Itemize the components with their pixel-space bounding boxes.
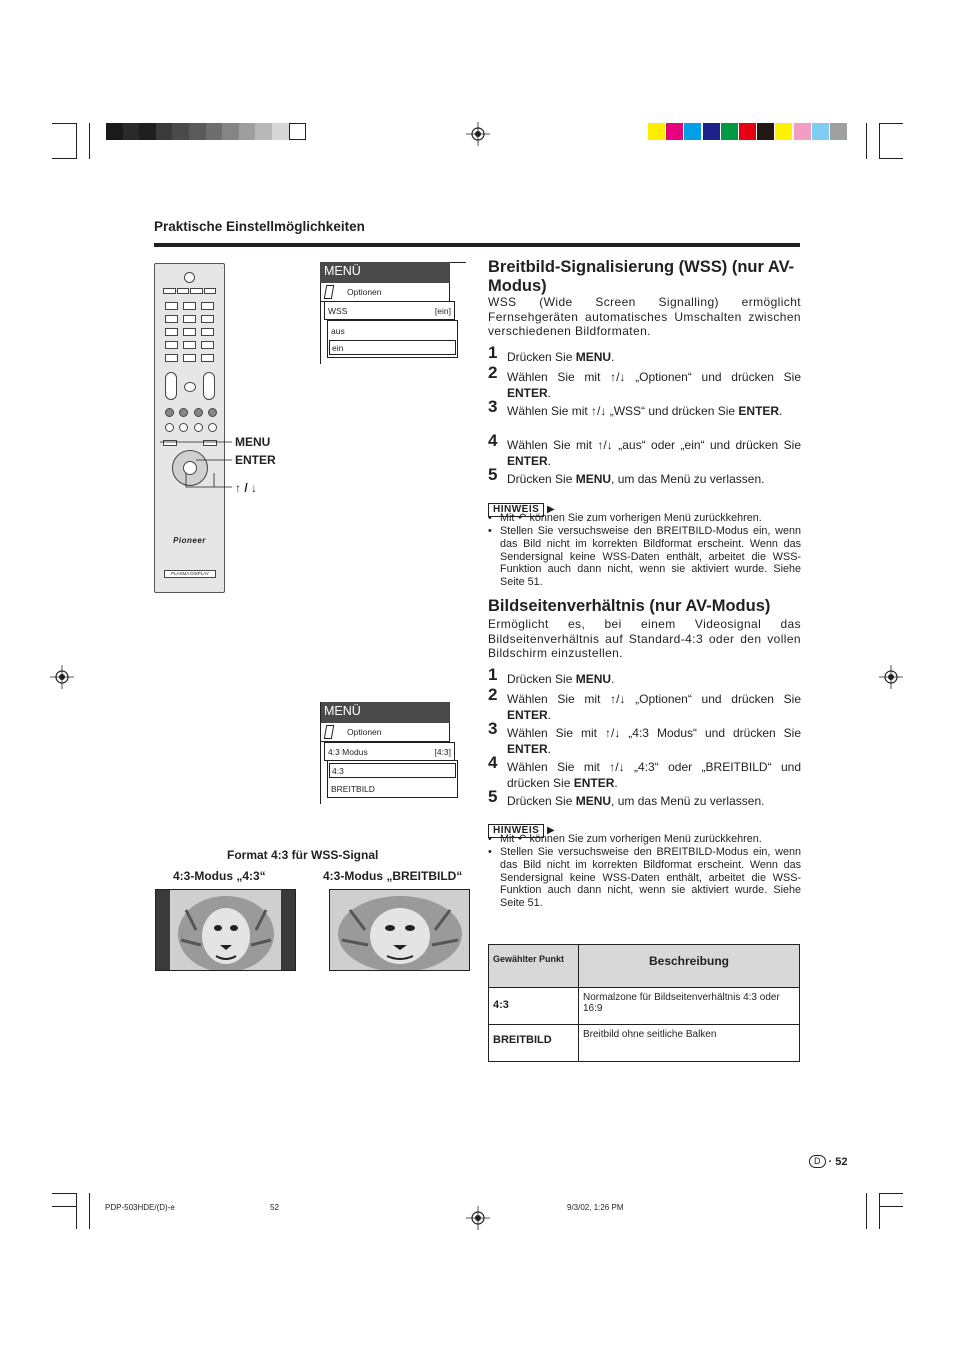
gray-swatch [156,123,173,140]
remote-key [201,302,214,310]
menu1-item-wss[interactable]: WSS [ein] [324,301,455,320]
menu2-option-4-3[interactable]: 4:3 [329,763,456,778]
remote-plate: PLASMA DISPLAY [164,570,216,578]
color-swatch [666,123,683,140]
registration-mark-top [466,122,490,146]
color-swatch [648,123,665,140]
step-number: 4 [488,753,498,772]
remote-key [201,315,214,323]
remote-key [165,315,178,323]
menu2-options [327,760,458,798]
remote-control-illustration [154,263,225,593]
step-text: Wählen Sie mit ↑/↓ „Optionen“ und drücken Sie ENTER. [507,692,801,722]
step-item [488,787,801,809]
gray-swatch [206,123,223,140]
table-col2-header: Beschreibung [579,945,800,988]
step-item [488,343,801,365]
note-item: • Stellen Sie versuchsweise den BREITBILD-Modus ein, wenn das Bild nicht im korrekten Bildformat erscheint. Wenn das Sendersignal keine WSS-Daten enthält, arbeitet die WSS-Funktion auch dann nicht, wenn sie aktiviert wurde. Siehe Seite 51. [488,525,801,589]
remote-key [183,354,196,362]
step-number: 3 [488,719,498,738]
image-right-label: 4:3-Modus „BREITBILD“ [323,869,463,883]
remote-key [201,328,214,336]
table-header-row [489,945,800,988]
remote-arrows-label: ↑ / ↓ [235,481,258,495]
menu1-group: Optionen [320,283,450,302]
registration-mark-right [879,665,903,689]
step-text: Drücken Sie MENU, um das Menü zu verlassen. [507,794,765,808]
image-4-3-mode [155,889,296,971]
color-swatch [703,123,720,140]
menu2-header: MENÜ [320,702,450,723]
remote-callout-lines [160,440,240,500]
description-table [488,944,800,1062]
menu2-option-breitbild[interactable]: BREITBILD [331,784,375,794]
menu1-header: MENÜ [320,262,450,283]
color-swatch [721,123,738,140]
footer-file-page: 52 [270,1203,279,1212]
language-badge: D [809,1155,826,1168]
step-text: Wählen Sie mit ↑/↓ „Optionen“ und drücken Sie ENTER. [507,370,801,400]
step-text: Wählen Sie mit ↑/↓ „4:3 Modus“ und drücken Sie ENTER. [507,726,801,756]
remote-key [183,328,196,336]
step-number: 2 [488,685,498,704]
color-swatch [684,123,701,140]
gray-swatch [239,123,256,140]
color-swatch [775,123,792,140]
section-title: Praktische Einstellmöglichkeiten [154,219,365,234]
lion-image [178,896,274,970]
option-icon [324,285,334,299]
gray-swatch [255,123,272,140]
gray-swatch [106,123,123,140]
note-text: Stellen Sie versuchsweise den BREITBILD-Modus ein, wenn das Bild nicht im korrekten Bildformat erscheint. Wenn das Sendersignal keine WSS-Daten enthält, arbeitet die WSS-Funktion auch dann nicht, wenn sie aktiviert wurde. Siehe Seite 51. [500,846,801,910]
step-text: Wählen Sie mit ↑/↓ „aus“ oder „ein“ und drücken Sie ENTER. [507,438,801,468]
menu1-option-ein[interactable]: ein [329,340,456,355]
gray-swatch [272,123,289,140]
step-item [488,753,801,791]
remote-key [165,354,178,362]
wss-title: Breitbild-Signalisierung (WSS) (nur AV-Modus) [488,258,795,295]
registration-mark-bottom [466,1206,490,1230]
table-row: BREITBILD Breitbild ohne seitliche Balken [489,1025,800,1062]
option-icon [324,725,334,739]
note-item: • Mit ↶ können Sie zum vorherigen Menü zurückkehren. [488,833,801,846]
aspect-title: Bildseitenverhältnis (nur AV-Modus) [488,597,771,615]
step-number: 5 [488,787,498,806]
gray-swatch [139,123,156,140]
gray-swatch [189,123,206,140]
wss-intro: WSS (Wide Screen Signalling) ermöglicht Fernsehgeräten automatisches Umschalten zwischen verschiedenen Bildformaten. [488,295,801,338]
color-swatch [812,123,829,140]
step-item [488,397,801,419]
step-number: 2 [488,363,498,382]
note-item: • Stellen Sie versuchsweise den BREITBILD-Modus ein, wenn das Bild nicht im korrekten Bildformat erscheint. Wenn das Sendersignal keine WSS-Daten enthält, arbeitet die WSS-Funktion auch dann nicht, wenn sie aktiviert wurde. Siehe Seite 51. [488,846,801,910]
step-number: 4 [488,431,498,450]
step-text: Drücken Sie MENU. [507,350,615,364]
step-item [488,685,801,723]
table-row: 4:3 Normalzone für Bildseitenverhältnis 4:3 oder 16:9 [489,988,800,1025]
footer-date: 9/3/02, 1:26 PM [567,1203,624,1212]
page-number: D · 52 [809,1155,847,1168]
images-caption: Format 4:3 für WSS-Signal [227,848,379,862]
menu1-options [327,320,458,358]
image-left-label: 4:3-Modus „4:3“ [173,869,266,883]
registration-mark-left [50,665,74,689]
step-number: 1 [488,665,498,684]
gray-swatch [289,123,306,140]
note-text: Mit ↶ können Sie zum vorherigen Menü zurückkehren. [500,833,762,845]
step-number: 1 [488,343,498,362]
note-item: • Mit ↶ können Sie zum vorherigen Menü zurückkehren. [488,512,801,525]
header-rule [154,243,800,247]
remote-key [165,328,178,336]
menu2-group: Optionen [320,723,450,742]
step-number: 3 [488,397,498,416]
color-swatch [757,123,774,140]
remote-menu-label: MENU [235,435,271,449]
remote-key [165,341,178,349]
lion-image-wide [338,896,462,970]
wss-hinweis: HINWEIS ▶ [488,499,555,517]
note-text: Stellen Sie versuchsweise den BREITBILD-Modus ein, wenn das Bild nicht im korrekten Bildformat erscheint. Wenn das Sendersignal keine WSS-Daten enthält, arbeitet die WSS-Funktion auch dann nicht, wenn sie aktiviert wurde. Siehe Seite 51. [500,525,801,589]
remote-key [183,302,196,310]
menu2-item-4-3-modus[interactable]: 4:3 Modus [4:3] [324,742,455,761]
color-swatch [830,123,847,140]
remote-brand: Pioneer [173,536,206,545]
table-col1-header: Gewählter Punkt [489,945,579,988]
step-item [488,465,801,487]
aspect-intro: Ermöglicht es, bei einem Videosignal das Bildseitenverhältnis auf Standard-4:3 oder den vollen Bildschirm einzustellen. [488,617,801,660]
gray-swatch [123,123,140,140]
image-breitbild-mode [329,889,470,971]
remote-key [183,315,196,323]
note-text: Mit ↶ können Sie zum vorherigen Menü zurückkehren. [500,512,762,524]
remote-key [201,341,214,349]
remote-enter-label: ENTER [235,453,276,467]
step-item [488,363,801,401]
remote-key [183,341,196,349]
step-text: Wählen Sie mit ↑/↓ „WSS“ und drücken Sie ENTER. [507,404,783,418]
step-item [488,719,801,757]
step-text: Drücken Sie MENU, um das Menü zu verlassen. [507,472,765,486]
aspect-hinweis: HINWEIS ▶ [488,820,555,838]
step-number: 5 [488,465,498,484]
menu1-option-aus[interactable]: aus [331,326,345,336]
step-text: Drücken Sie MENU. [507,672,615,686]
step-item [488,665,801,687]
color-swatch [739,123,756,140]
remote-key [201,354,214,362]
gray-swatch [222,123,239,140]
gray-swatch [172,123,189,140]
step-text: Wählen Sie mit ↑/↓ „4:3“ oder „BREITBILD“ und drücken Sie ENTER. [507,760,801,790]
remote-key [165,302,178,310]
footer-file: PDP-503HDE/(D)-e [105,1203,175,1212]
color-swatch [794,123,811,140]
step-item [488,431,801,469]
